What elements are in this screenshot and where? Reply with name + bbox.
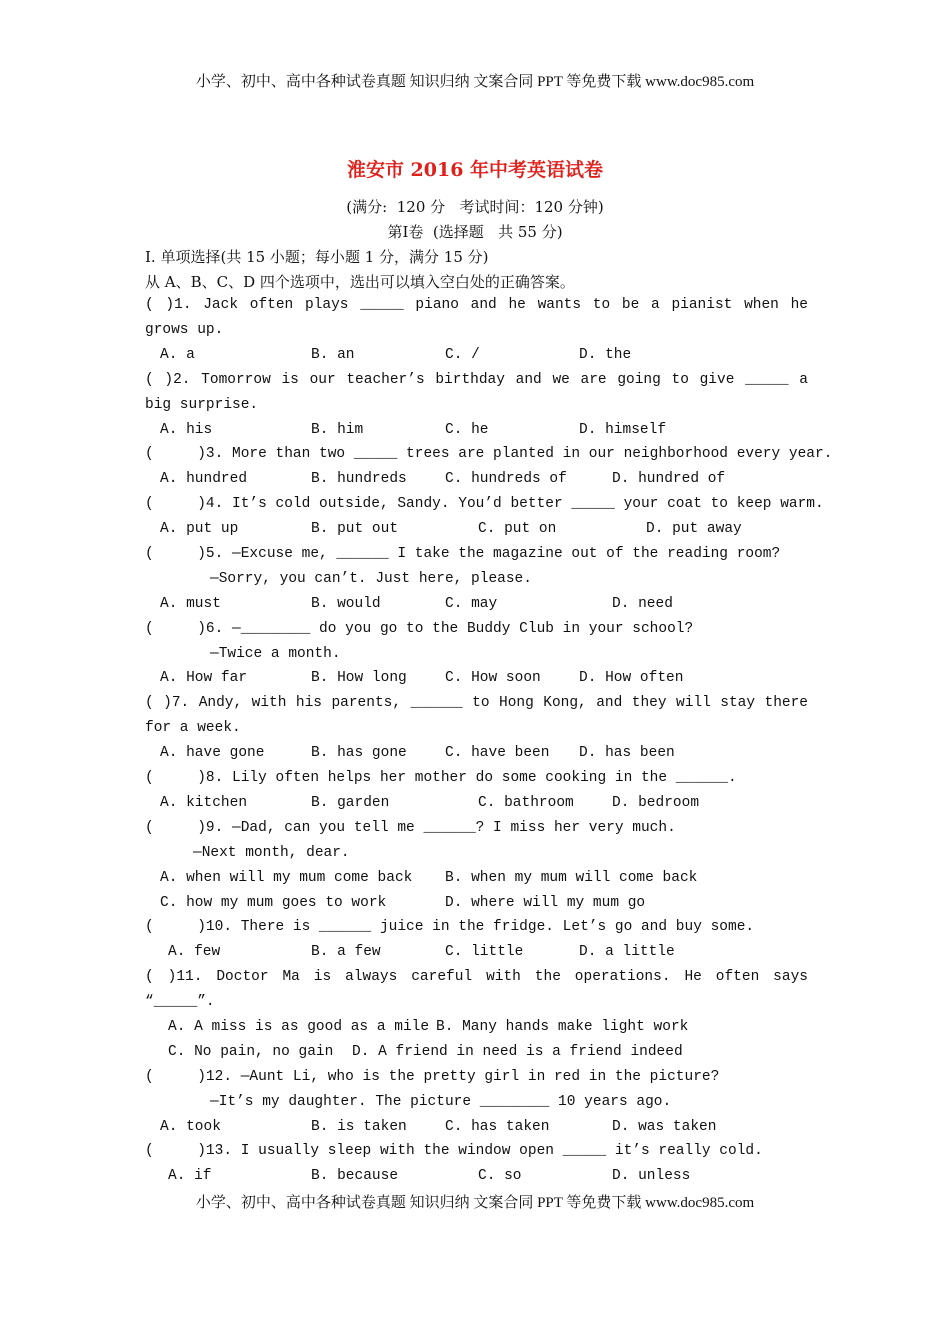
- question-11-option-d: D. A friend in need is a friend indeed: [352, 1044, 683, 1060]
- question-13-option-a: A. if: [168, 1168, 212, 1184]
- question-5-stem: ( )5. —Excuse me, ______ I take the magazine out of the reading room?: [145, 546, 781, 562]
- question-13-option-d: D. unless: [612, 1168, 691, 1184]
- question-9-stem: ( )9. —Dad, can you tell me ______? I miss her very much.: [145, 820, 676, 836]
- question-9-option-d: D. where will my mum go: [445, 895, 646, 911]
- section-instruction: 从 A、B、C、D 四个选项中，选出可以填入空白处的正确答案。: [145, 273, 575, 291]
- question-3-option-a: A. hundred: [160, 471, 248, 487]
- question-7-option-d: D. has been: [579, 745, 675, 761]
- question-1-stem-cont: grows up.: [145, 322, 224, 338]
- question-10-option-c: C. little: [445, 944, 524, 960]
- question-6-option-b: B. How long: [311, 670, 407, 686]
- question-7-option-b: B. has gone: [311, 745, 407, 761]
- question-6-option-a: A. How far: [160, 670, 248, 686]
- question-9-option-b: B. when my mum will come back: [445, 870, 698, 886]
- question-11-option-b: B. Many hands make light work: [436, 1019, 689, 1035]
- question-7-stem: ( )7. Andy, with his parents, ______ to Hong Kong, and they will stay there: [145, 695, 808, 711]
- page-header: 小学、初中、高中各种试卷真题 知识归纳 文案合同 PPT 等免费下载 www.doc985.com: [195, 74, 755, 90]
- question-9-option-a: A. when will my mum come back: [160, 870, 413, 886]
- question-12-stem: ( )12. —Aunt Li, who is the pretty girl in red in the picture?: [145, 1069, 720, 1085]
- question-8-option-b: B. garden: [311, 795, 390, 811]
- section-heading: Ⅰ. 单项选择(共 15 小题；每小题 1 分，满分 15 分): [145, 248, 489, 266]
- question-1-option-a: A. a: [160, 347, 195, 363]
- question-4-option-c: C. put on: [478, 521, 557, 537]
- question-4-option-b: B. put out: [311, 521, 399, 537]
- question-1-option-c: C. /: [445, 347, 480, 363]
- exam-title: 淮安市 2016 年中考英语试卷: [346, 159, 604, 181]
- question-9-reply: —Next month, dear.: [193, 845, 350, 861]
- question-11-option-c: C. No pain, no gain: [168, 1044, 334, 1060]
- question-7-option-c: C. have been: [445, 745, 550, 761]
- question-8-stem: ( )8. Lily often helps her mother do some cooking in the ______.: [145, 770, 737, 786]
- question-3-option-d: D. hundred of: [612, 471, 726, 487]
- question-10-option-a: A. few: [168, 944, 221, 960]
- question-5-option-b: B. would: [311, 596, 381, 612]
- question-12-reply: —It’s my daughter. The picture ________ 10 years ago.: [210, 1094, 672, 1110]
- question-7-stem-cont: for a week.: [145, 720, 241, 736]
- question-4-option-d: D. put away: [646, 521, 742, 537]
- page-footer: 小学、初中、高中各种试卷真题 知识归纳 文案合同 PPT 等免费下载 www.doc985.com: [195, 1195, 755, 1211]
- question-2-stem-cont: big surprise.: [145, 397, 259, 413]
- question-8-option-a: A. kitchen: [160, 795, 248, 811]
- question-12-option-a: A. took: [160, 1119, 221, 1135]
- question-4-stem: ( )4. It’s cold outside, Sandy. You’d better _____ your coat to keep warm.: [145, 496, 824, 512]
- question-12-option-d: D. was taken: [612, 1119, 717, 1135]
- question-3-stem: ( )3. More than two _____ trees are planted in our neighborhood every year.: [145, 446, 833, 462]
- question-10-option-b: B. a few: [311, 944, 381, 960]
- question-5-option-c: C. may: [445, 596, 498, 612]
- question-1-option-d: D. the: [579, 347, 632, 363]
- question-5-option-d: D. need: [612, 596, 673, 612]
- question-11-stem-cont: “_____”.: [145, 994, 215, 1010]
- question-2-option-b: B. him: [311, 422, 364, 438]
- question-12-option-c: C. has taken: [445, 1119, 550, 1135]
- question-12-option-b: B. is taken: [311, 1119, 407, 1135]
- question-1-stem: ( )1. Jack often plays _____ piano and he wants to be a pianist when he: [145, 297, 808, 313]
- question-2-option-a: A. his: [160, 422, 213, 438]
- question-10-option-d: D. a little: [579, 944, 675, 960]
- question-2-option-d: D. himself: [579, 422, 667, 438]
- question-11-option-a: A. A miss is as good as a mile: [168, 1019, 430, 1035]
- question-3-option-c: C. hundreds of: [445, 471, 567, 487]
- question-6-reply: —Twice a month.: [210, 646, 341, 662]
- exam-info: (满分: 120 分 考试时间：120 分钟): [346, 198, 604, 216]
- question-1-option-b: B. an: [311, 347, 355, 363]
- volume-heading: 第Ⅰ卷 (选择题 共 55 分): [387, 223, 563, 241]
- question-13-option-b: B. because: [311, 1168, 399, 1184]
- question-11-stem: ( )11. Doctor Ma is always careful with the operations. He often says: [145, 969, 808, 985]
- question-6-stem: ( )6. —________ do you go to the Buddy Club in your school?: [145, 621, 694, 637]
- question-8-option-c: C. bathroom: [478, 795, 574, 811]
- question-2-stem: ( )2. Tomorrow is our teacher’s birthday and we are going to give _____ a: [145, 372, 808, 388]
- question-7-option-a: A. have gone: [160, 745, 265, 761]
- question-3-option-b: B. hundreds: [311, 471, 407, 487]
- question-8-option-d: D. bedroom: [612, 795, 700, 811]
- question-10-stem: ( )10. There is ______ juice in the fridge. Let’s go and buy some.: [145, 919, 755, 935]
- question-9-option-c: C. how my mum goes to work: [160, 895, 387, 911]
- question-13-option-c: C. so: [478, 1168, 522, 1184]
- question-5-option-a: A. must: [160, 596, 221, 612]
- question-5-reply: —Sorry, you can’t. Just here, please.: [210, 571, 532, 587]
- question-4-option-a: A. put up: [160, 521, 239, 537]
- question-13-stem: ( )13. I usually sleep with the window open _____ it’s really cold.: [145, 1143, 763, 1159]
- question-2-option-c: C. he: [445, 422, 489, 438]
- question-6-option-d: D. How often: [579, 670, 684, 686]
- question-6-option-c: C. How soon: [445, 670, 541, 686]
